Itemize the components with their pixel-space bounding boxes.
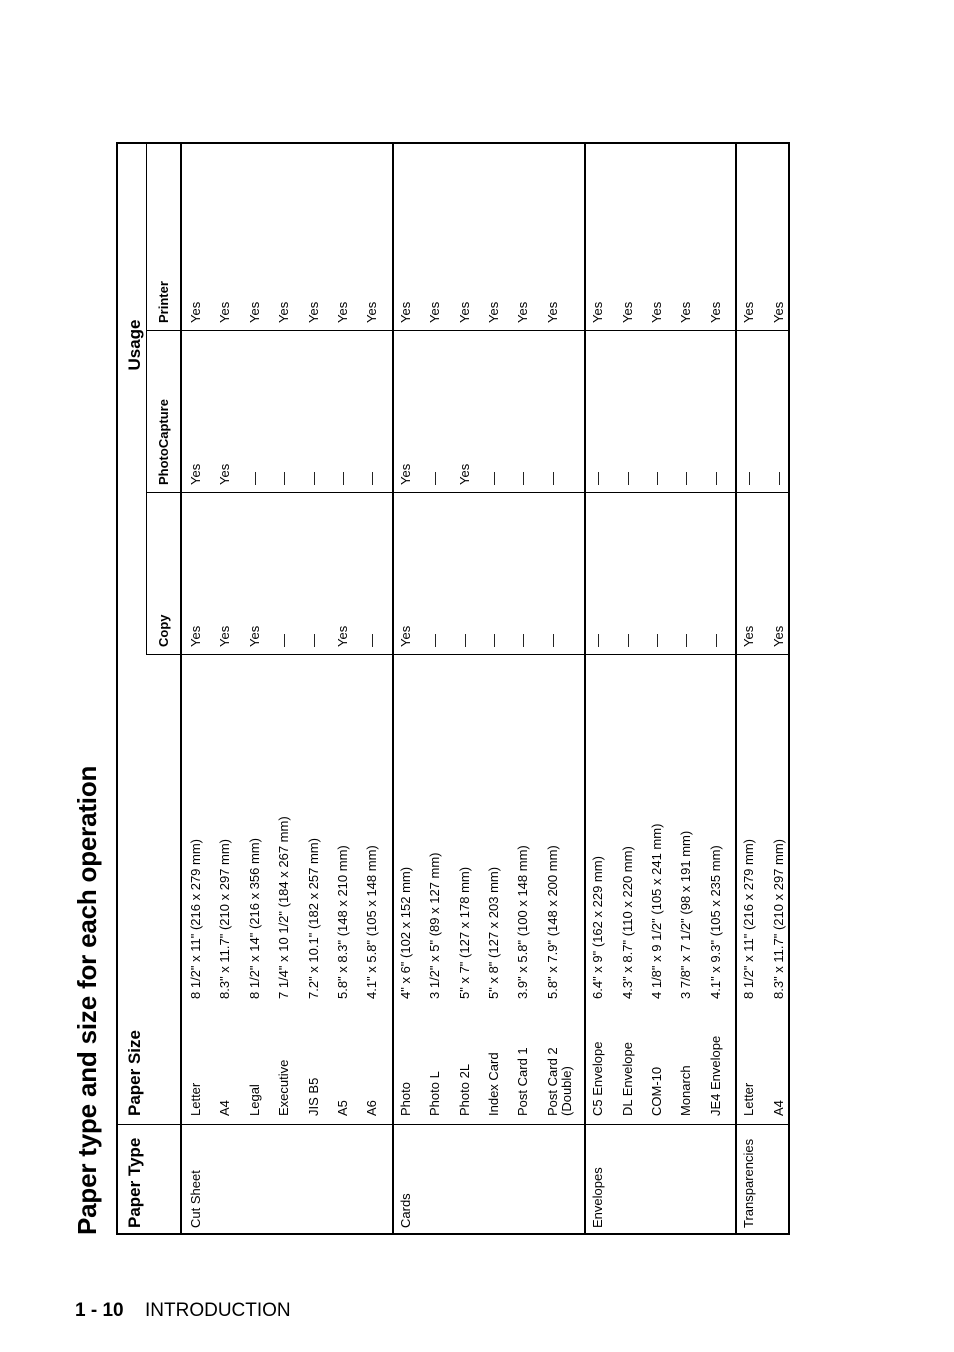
paper-type-cell: Envelopes	[590, 1167, 606, 1228]
paper-name-cell: Legal	[246, 1084, 262, 1116]
paper-name-cell: Post Card 1	[515, 1047, 531, 1116]
paper-size-cell: 7 1/4" x 10 1/2" (184 x 267 mm)	[276, 816, 292, 999]
printer-cell: Yes	[544, 301, 560, 323]
paper-name-cell: Executive	[276, 1059, 292, 1116]
photocapture-cell: —	[515, 472, 531, 485]
copy-cell: —	[456, 634, 472, 647]
photocapture-cell: Yes	[188, 463, 203, 485]
paper-size-cell: 5" x 7" (127 x 178 mm)	[456, 866, 472, 999]
group-divider	[735, 144, 737, 1233]
photocapture-cell: —	[246, 472, 262, 485]
printer-cell: Yes	[364, 301, 380, 323]
photocapture-cell: —	[544, 472, 560, 485]
copy-cell: —	[544, 634, 560, 647]
column-divider	[146, 492, 788, 493]
photocapture-cell: —	[335, 472, 350, 485]
paper-name-cell: Post Card 2	[544, 1047, 560, 1116]
copy-cell: —	[364, 634, 380, 647]
photocapture-cell: —	[305, 472, 321, 485]
copy-cell: —	[427, 634, 443, 647]
paper-size-cell: 4" x 6" (102 x 152 mm)	[397, 866, 413, 999]
paper-size-cell: 8.3" x 11.7" (210 x 297 mm)	[770, 838, 786, 999]
printer-cell: Yes	[217, 301, 233, 323]
paper-name-cell: Photo 2L	[456, 1063, 472, 1116]
printer-cell: Yes	[741, 301, 757, 323]
paper-name-cell: JIS B5	[305, 1077, 321, 1116]
column-divider	[118, 1124, 788, 1125]
copy-cell: —	[590, 634, 606, 647]
photocapture-cell: Yes	[456, 463, 472, 485]
photocapture-cell: —	[486, 472, 501, 485]
paper-name-cell: A4	[770, 1100, 786, 1116]
paper-name-cell: COM-10	[649, 1066, 664, 1116]
paper-name-cell: DL Envelope	[619, 1042, 635, 1116]
copy-cell: —	[305, 634, 321, 647]
copy-cell: —	[649, 634, 664, 647]
paper-name-cell: C5 Envelope	[590, 1041, 606, 1116]
paper-size-cell: 6.4" x 9" (162 x 229 mm)	[590, 856, 606, 999]
column-divider	[146, 654, 788, 655]
printer-cell: Yes	[590, 301, 606, 323]
paper-size-cell: 8 1/2" x 11" (216 x 279 mm)	[741, 838, 757, 999]
photocapture-cell: —	[427, 472, 443, 485]
paper-size-cell: 4 1/8" x 9 1/2" (105 x 241 mm)	[649, 823, 664, 999]
copy-cell: Yes	[397, 625, 413, 647]
copy-cell: Yes	[246, 625, 262, 647]
header-copy: Copy	[156, 614, 171, 647]
paper-size-cell: 8.3" x 11.7" (210 x 297 mm)	[217, 838, 233, 999]
header-paper-size: Paper Size	[125, 1030, 144, 1116]
paper-name-cell: Index Card	[486, 1052, 501, 1116]
paper-name-cell: (Double)	[558, 1066, 574, 1116]
copy-cell: Yes	[217, 625, 233, 647]
copy-cell: —	[486, 634, 501, 647]
paper-size-cell: 4.1" x 5.8" (105 x 148 mm)	[364, 845, 380, 999]
copy-cell: Yes	[741, 625, 757, 647]
printer-cell: Yes	[188, 301, 203, 323]
header-divider	[146, 144, 147, 655]
paper-table	[116, 142, 790, 1235]
header-usage: Usage	[125, 319, 144, 371]
paper-size-cell: 3 7/8" x 7 1/2" (98 x 191 mm)	[678, 830, 694, 999]
printer-cell: Yes	[678, 301, 694, 323]
copy-cell: —	[276, 634, 292, 647]
photocapture-cell: —	[770, 472, 786, 485]
printer-cell: Yes	[246, 301, 262, 323]
paper-size-cell: 4.1" x 9.3" (105 x 235 mm)	[707, 845, 723, 999]
printer-cell: Yes	[770, 301, 786, 323]
header-printer: Printer	[156, 281, 171, 323]
copy-cell: Yes	[188, 625, 203, 647]
header-photocapture: PhotoCapture	[156, 399, 171, 485]
paper-name-cell: JE4 Envelope	[707, 1035, 723, 1116]
paper-name-cell: Letter	[188, 1082, 203, 1116]
paper-name-cell: A6	[364, 1100, 380, 1116]
paper-size-cell: 3.9" x 5.8" (100 x 148 mm)	[515, 845, 531, 999]
page-title: Paper type and size for each operation	[72, 765, 102, 1235]
photocapture-cell: Yes	[397, 463, 413, 485]
photocapture-cell: —	[619, 472, 635, 485]
printer-cell: Yes	[456, 301, 472, 323]
copy-cell: —	[515, 634, 531, 647]
photocapture-cell: —	[276, 472, 292, 485]
group-divider	[584, 144, 586, 1233]
paper-size-cell: 4.3" x 8.7" (110 x 220 mm)	[619, 846, 635, 999]
printer-cell: Yes	[305, 301, 321, 323]
printer-cell: Yes	[486, 301, 501, 323]
printer-cell: Yes	[427, 301, 443, 323]
paper-size-cell: 5.8" x 8.3" (148 x 210 mm)	[335, 845, 350, 999]
copy-cell: —	[678, 634, 694, 647]
printer-cell: Yes	[397, 301, 413, 323]
photocapture-cell: —	[741, 472, 757, 485]
photocapture-cell: —	[590, 472, 606, 485]
paper-type-cell: Transparencies	[741, 1138, 757, 1228]
copy-cell: —	[619, 634, 635, 647]
printer-cell: Yes	[619, 301, 635, 323]
page-number: 1 - 10	[75, 1300, 124, 1321]
paper-size-cell: 5.8" x 7.9" (148 x 200 mm)	[544, 845, 560, 999]
photocapture-cell: —	[678, 472, 694, 485]
paper-name-cell: Letter	[741, 1082, 757, 1116]
paper-type-cell: Cards	[397, 1193, 413, 1228]
printer-cell: Yes	[515, 301, 531, 323]
paper-name-cell: A4	[217, 1100, 233, 1116]
printer-cell: Yes	[707, 301, 723, 323]
paper-size-cell: 8 1/2" x 14" (216 x 356 mm)	[246, 838, 262, 999]
group-divider	[392, 144, 394, 1233]
paper-name-cell: Monarch	[678, 1065, 694, 1116]
paper-name-cell: Photo L	[427, 1071, 443, 1116]
paper-type-cell: Cut Sheet	[188, 1170, 203, 1228]
printer-cell: Yes	[276, 301, 292, 323]
photocapture-cell: —	[364, 472, 380, 485]
section-title: INTRODUCTION	[145, 1300, 291, 1321]
paper-name-cell: Photo	[397, 1082, 413, 1116]
photocapture-cell: —	[707, 472, 723, 485]
copy-cell: Yes	[335, 625, 350, 647]
paper-size-cell: 5" x 8" (127 x 203 mm)	[486, 866, 501, 999]
paper-size-cell: 8 1/2" x 11" (216 x 279 mm)	[188, 838, 203, 999]
paper-size-cell: 7.2" x 10.1" (182 x 257 mm)	[305, 838, 321, 999]
printer-cell: Yes	[649, 301, 664, 323]
copy-cell: Yes	[770, 625, 786, 647]
photocapture-cell: —	[649, 472, 664, 485]
printer-cell: Yes	[335, 301, 350, 323]
header-paper-type: Paper Type	[125, 1137, 144, 1228]
paper-name-cell: A5	[335, 1100, 350, 1116]
header-divider	[180, 144, 182, 1233]
column-divider	[146, 330, 788, 331]
paper-size-cell: 3 1/2" x 5" (89 x 127 mm)	[427, 852, 443, 999]
photocapture-cell: Yes	[217, 463, 233, 485]
copy-cell: —	[707, 634, 723, 647]
